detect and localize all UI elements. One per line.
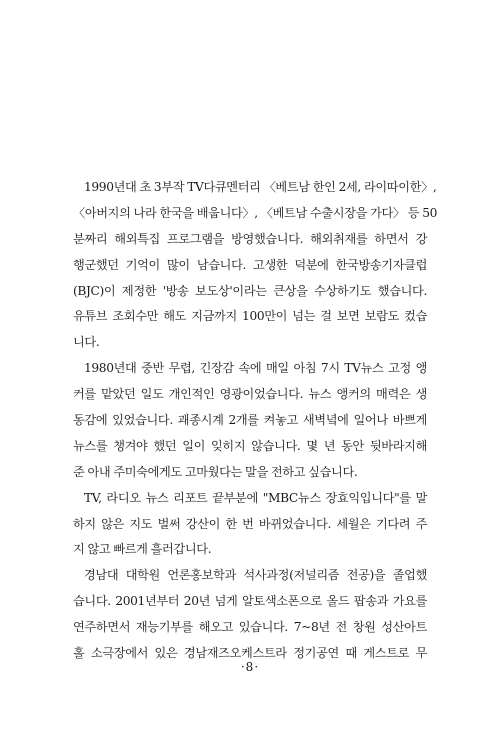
page-number-value: 8 [245, 660, 255, 674]
text-line: 행군했던 기억이 많이 남습니다. 고생한 덕분에 한국방송기자클럽 [73, 257, 427, 272]
folio-dot-right: · [254, 660, 260, 674]
text-line: 하지 않은 지도 벌써 강산이 한 번 바뀌었습니다. 세월은 기다려 주 [73, 516, 427, 531]
folio-dot-left: · [240, 660, 246, 674]
text-line: 커를 맡았던 일도 개인적인 영광이었습니다. 뉴스 앵커의 매력은 생 [73, 387, 427, 402]
text-line: 〈아버지의 나라 한국을 배웁니다〉, 〈베트남 수출시장을 가다〉 등 50 [73, 205, 438, 220]
text-line: 유튜브 조회수만 해도 지금까지 100만이 넘는 걸 보면 보람도 컸습 [73, 309, 427, 324]
text-line: 습니다. 2001년부터 20년 넘게 알토색소폰으로 올드 팝송과 가요를 [73, 594, 427, 609]
text-line: (BJC)이 제정한 '방송 보도상'이라는 큰상을 수상하기도 했습니다. [73, 283, 427, 298]
text-line: 지 않고 빠르게 흘러갑니다. [73, 542, 212, 557]
paragraph [73, 356, 427, 485]
text-line: 준 아내 주미숙에게도 고마웠다는 말을 전하고 싶습니다. [73, 464, 358, 479]
text-line: 분짜리 해외특집 프로그램을 방영했습니다. 해외취재를 하면서 강 [73, 231, 427, 246]
text-line: 경남대 대학원 언론홍보학과 석사과정(저널리즘 전공)을 졸업했 [84, 568, 427, 583]
text-line: TV, 라디오 뉴스 리포트 끝부분에 "MBC뉴스 장효익입니다"를 말 [84, 490, 427, 505]
text-line: 동감에 있었습니다. 괘종시계 2개를 켜놓고 새벽녘에 일어나 바쁘게 [73, 413, 427, 428]
text-line: 니다. [73, 335, 100, 350]
text-line: 홀 소극장에서 있은 경남재즈오케스트라 정기공연 때 게스트로 무 [73, 646, 427, 661]
text-line: 1980년대 중반 무렵, 긴장감 속에 매일 아침 7시 TV뉴스 고정 앵 [84, 361, 427, 376]
page-number [0, 660, 500, 674]
paragraph [73, 486, 427, 564]
text-line: 뉴스를 챙겨야 했던 일이 잊히지 않습니다. 몇 년 동안 뒷바라지해 [73, 438, 427, 453]
paragraph [73, 175, 438, 356]
text-line: 연주하면서 재능기부를 해오고 있습니다. 7~8년 전 창원 성산아트 [73, 620, 427, 635]
paragraph [73, 563, 427, 667]
body-text [73, 175, 438, 667]
text-line: 1990년대 초 3부작 TV다큐멘터리 〈베트남 한인 2세, 라이따이한〉, [84, 180, 437, 194]
